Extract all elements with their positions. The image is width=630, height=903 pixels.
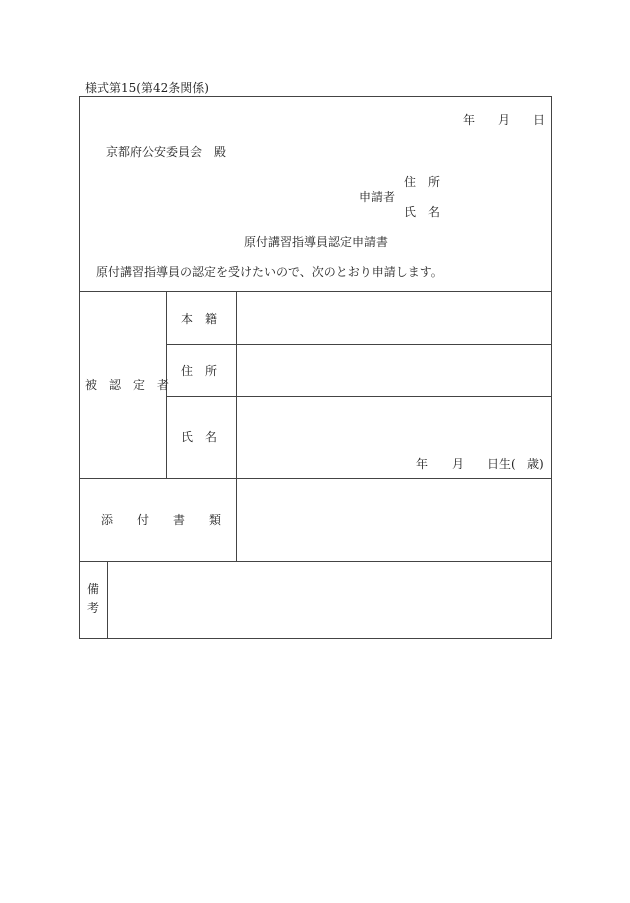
honseki-label: 本 籍 xyxy=(181,312,218,326)
date-year: 年 xyxy=(463,113,476,127)
applicant-label: 申請者 xyxy=(359,190,396,204)
birth-month: 月 xyxy=(452,457,465,471)
row-divider-attachments xyxy=(79,561,552,562)
attachments-label: 添 付 書 類 xyxy=(101,513,222,527)
frame-right xyxy=(551,96,552,639)
form-number: 様式第15(第42条関係) xyxy=(85,81,209,95)
date-day: 日 xyxy=(533,113,546,127)
remarks-label-1: 備 xyxy=(87,582,100,596)
col-divider-remarks xyxy=(107,561,108,639)
applicant-address-label: 住 所 xyxy=(404,175,441,189)
certified-person-label: 被 認 定 者 xyxy=(85,378,170,392)
address-field[interactable] xyxy=(242,364,542,378)
row-divider-name xyxy=(79,478,552,479)
header-divider xyxy=(79,291,552,292)
remarks-field[interactable] xyxy=(114,570,542,630)
date-month: 月 xyxy=(498,113,511,127)
col-divider-label xyxy=(236,291,237,562)
address-label: 住 所 xyxy=(181,364,218,378)
honseki-field[interactable] xyxy=(242,312,542,326)
frame-left xyxy=(79,96,80,639)
birth-day: 日生( xyxy=(487,457,516,471)
application-statement: 原付講習指導員の認定を受けたいので、次のとおり申請します。 xyxy=(96,265,443,279)
form-title: 原付講習指導員認定申請書 xyxy=(244,235,389,249)
remarks-label-2: 考 xyxy=(87,601,100,615)
row-divider-honseki xyxy=(166,344,552,345)
birth-age: 歳) xyxy=(527,457,544,471)
applicant-name-label: 氏 名 xyxy=(404,205,441,219)
addressee: 京都府公安委員会 殿 xyxy=(106,145,227,159)
name-field[interactable] xyxy=(242,420,542,434)
row-divider-address xyxy=(166,396,552,397)
name-label: 氏 名 xyxy=(181,430,218,444)
frame-top xyxy=(79,96,552,97)
birth-year: 年 xyxy=(416,457,429,471)
attachments-field[interactable] xyxy=(242,513,542,527)
frame-bottom xyxy=(79,638,552,639)
